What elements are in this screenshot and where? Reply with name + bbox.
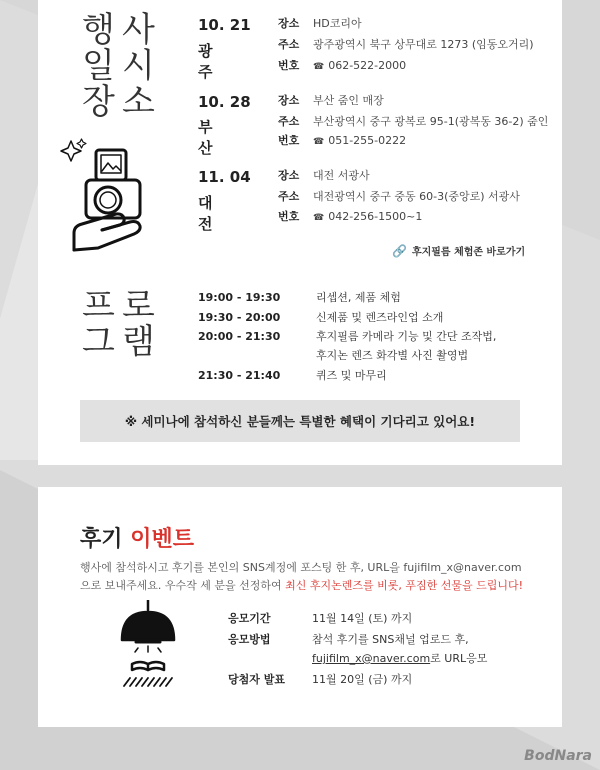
program-time: 21:30 - 21:40 [198,369,281,382]
schedule-title-char: 소 [122,82,157,122]
program-desc: 퀴즈 및 마무리 [316,369,387,382]
program-title-col2 [122,288,157,360]
event-row-value: 광주광역시 북구 상무대로 1273 (임동오거리) [313,38,534,51]
event-row-value: 051-255-0222 [328,134,407,147]
event-row-label: 장소 [278,169,300,182]
program-title-char: 램 [122,322,157,362]
phone-icon: ☎ [313,137,325,147]
review-event-desc-line2 [80,577,523,593]
event-city: 부산 [198,118,231,157]
review-event-title-black: 후기 [80,527,123,552]
winner-announce-label: 당첨자 발표 [228,673,285,686]
event-row-value: HD코리아 [313,17,362,30]
program-title-col1 [82,288,117,360]
event-row-label: 장소 [278,94,300,107]
event-venue-row [278,93,384,109]
winner-announce-value: 11월 20일 (금) 까지 [312,673,413,686]
program-desc: 신제품 및 렌즈라인업 소개 [316,311,444,324]
schedule-title-char: 행 [82,10,117,50]
event-date: 11. 04 [198,168,251,186]
event-phone-row [278,209,422,225]
review-event-desc-line1: 행사에 참석하시고 후기를 본인의 SNS계정에 포스팅 한 후, URL을 fujifilm_x@naver.com [80,561,522,574]
event-row-value: 062-522-2000 [328,59,407,72]
event-row-label: 주소 [278,38,300,51]
schedule-title-char: 일 [82,46,117,86]
program-title-char: 프 [82,286,117,326]
event-address-row [278,114,548,130]
event-address-row [278,37,534,53]
program-desc: 후지필름 카메라 기능 및 간단 조작법, [316,330,497,343]
entry-method-suffix: 로 URL응모 [430,652,488,665]
program-time: 19:00 - 19:30 [198,291,281,304]
schedule-title-col2 [122,12,157,120]
event-row-value: 042-256-1500~1 [328,210,423,223]
experience-zone-link-label: 후지필름 체험존 바로가기 [411,247,526,258]
program-title-char: 그 [82,322,117,362]
site-watermark: BodNara [524,748,592,764]
program-time: 20:00 - 21:30 [198,330,281,343]
schedule-title-char: 시 [122,46,157,86]
contact-email-link[interactable]: fujifilm_x@naver.com [312,652,431,665]
event-row-value: 대전광역시 중구 중동 60-3(중앙로) 서광사 [313,190,520,203]
camera-hand-icon [58,138,158,253]
event-row-value: 부산 줌인 매장 [313,94,384,107]
event-date: 10. 21 [198,16,251,34]
event-date: 10. 28 [198,93,251,111]
event-row-label: 번호 [278,210,300,223]
review-event-title [80,522,194,553]
seminar-benefit-notice: ※ 세미나에 참석하신 분들께는 특별한 혜택이 기다리고 있어요! [80,400,520,442]
event-city: 광주 [198,42,231,81]
event-row-label: 번호 [278,134,300,147]
event-row-label: 번호 [278,59,300,72]
event-row-label: 주소 [278,115,300,128]
event-row-label: 주소 [278,190,300,203]
event-row-value: 대전 서광사 [313,169,370,182]
review-event-desc-plain: 으로 보내주세요. 우수작 세 분을 선정하여 [80,579,286,592]
lamp-book-icon [108,600,188,695]
entry-method-value: 참석 후기를 SNS채널 업로드 후, [312,633,469,646]
event-row-value: 부산광역시 중구 광복로 95-1(광복동 36-2) 줌인 [313,115,549,128]
experience-zone-link[interactable] [392,243,525,258]
event-row-label: 장소 [278,17,300,30]
entry-period-label: 응모기간 [228,612,271,625]
entry-period-value: 11월 14일 (토) 까지 [312,612,413,625]
entry-method-label: 응모방법 [228,633,271,646]
review-event-title-red: 이벤트 [130,527,194,552]
program-desc: 후지논 렌즈 화각별 사진 촬영법 [316,349,469,362]
program-desc: 리셉션, 제품 체험 [316,291,401,304]
event-venue-row [278,16,362,32]
program-time: 19:30 - 20:00 [198,311,281,324]
event-phone-row [278,58,406,74]
phone-icon: ☎ [313,213,325,223]
event-address-row [278,189,520,205]
schedule-title-col1 [82,12,117,120]
program-title-char: 로 [122,286,157,326]
phone-icon: ☎ [313,62,325,72]
schedule-title-char: 사 [122,10,157,50]
review-event-desc-highlight: 최신 후지논렌즈를 비롯, 푸짐한 선물을 드립니다! [285,579,524,592]
link-icon: 🔗 [392,243,407,258]
schedule-title-char: 장 [82,82,117,122]
event-city: 대전 [198,194,231,233]
event-phone-row [278,133,406,149]
entry-method-value2 [312,651,487,667]
event-venue-row [278,168,370,184]
